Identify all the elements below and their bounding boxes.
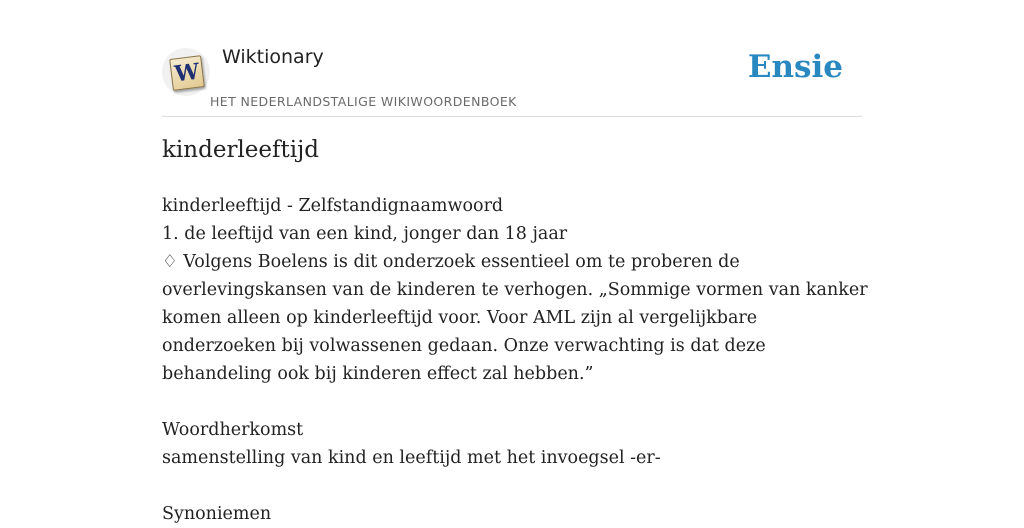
spacer — [162, 388, 868, 416]
logo-letter-tile: W — [169, 55, 205, 91]
site-tagline: HET NEDERLANDSTALIGE WIKIWOORDENBOEK — [210, 94, 517, 109]
ensie-brand-link[interactable]: Ensie — [747, 49, 843, 85]
definition-line: 1. de leeftijd van een kind, jonger dan 18 jaar — [162, 224, 568, 244]
spacer — [162, 472, 868, 500]
page-title: kinderleeftijd — [162, 137, 319, 163]
example-sentence: ♢ Volgens Boelens is dit onderzoek essentieel om te proberen de overlevingskansen van de kinderen te verhogen. „Sommige vormen van kanker komen alleen op kinderleeftijd voor. Voor AML zijn al vergelijkbare onderzoeken bij volwassenen gedaan. Onze verwachting is dat deze behandeling ook bij kinderen effect zal hebben.” — [162, 252, 868, 384]
entry-content — [162, 192, 868, 528]
etymology-text: samenstelling van kind en leeftijd met het invoegsel -er- — [162, 448, 661, 468]
site-header — [162, 40, 862, 117]
site-name[interactable]: Wiktionary — [222, 46, 324, 68]
wiktionary-logo-icon[interactable] — [162, 48, 210, 96]
etymology-heading: Woordherkomst — [162, 420, 304, 440]
synonyms-heading: Synoniemen — [162, 504, 272, 524]
word-type-line: kinderleeftijd - Zelfstandignaamwoord — [162, 196, 504, 216]
